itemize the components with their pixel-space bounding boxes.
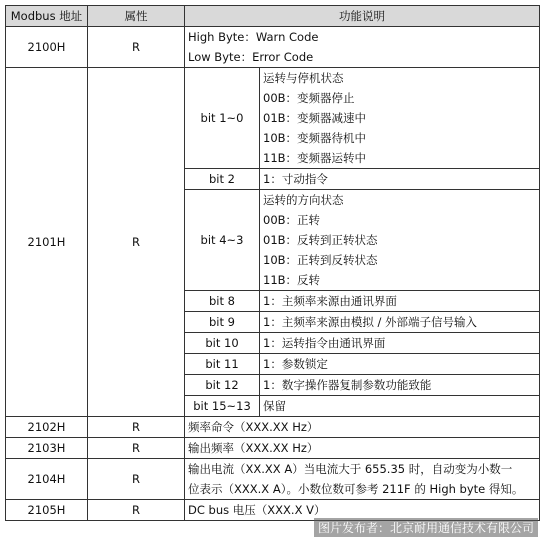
bit-description-cell: 1：主频率来源由模拟 / 外部端子信号输入 <box>260 312 540 333</box>
table-row <box>6 459 540 500</box>
description-line: Low Byte：Error Code <box>188 50 314 64</box>
header-modbus-address: Modbus 地址 <box>6 6 88 27</box>
description-line: 运转与停机状态 <box>263 71 344 85</box>
description-line: 运转的方向状态 <box>263 193 344 207</box>
bit-cell: bit 15~13 <box>185 396 260 417</box>
address-cell: 2102H <box>6 417 88 438</box>
bit-description-cell: 1：参数锁定 <box>260 354 540 375</box>
description-cell: DC bus 电压（XXX.X V） <box>185 500 540 521</box>
table-header-row <box>6 6 540 27</box>
bit-description-cell <box>260 68 540 169</box>
description-cell: 频率命令（XXX.XX Hz） <box>185 417 540 438</box>
table-row <box>6 68 540 169</box>
table-row <box>6 27 540 68</box>
description-line: 10B：正转到反转状态 <box>263 253 378 267</box>
description-cell <box>185 459 540 500</box>
bit-cell: bit 12 <box>185 375 260 396</box>
bit-description-cell <box>260 190 540 291</box>
table-row <box>6 438 540 459</box>
description-line: 00B：正转 <box>263 213 321 227</box>
table-row <box>6 417 540 438</box>
bit-cell: bit 8 <box>185 291 260 312</box>
attribute-cell: R <box>88 500 185 521</box>
description-line: 11B：变频器运转中 <box>263 151 367 165</box>
bit-cell: bit 2 <box>185 169 260 190</box>
attribute-cell: R <box>88 27 185 68</box>
header-attribute: 属性 <box>88 6 185 27</box>
attribute-cell: R <box>88 68 185 417</box>
description-line: 位表示（XXX.X A）。小数位数可参考 211F 的 High byte 得知。 <box>188 482 524 496</box>
bit-description-cell: 1：运转指令由通讯界面 <box>260 333 540 354</box>
address-cell: 2101H <box>6 68 88 417</box>
bit-cell: bit 4~3 <box>185 190 260 291</box>
description-line: 输出电流（XX.XX A）当电流大于 655.35 时，自动变为小数一 <box>188 462 513 476</box>
description-cell: 输出频率（XXX.XX Hz） <box>185 438 540 459</box>
bit-description-cell: 1：数字操作器复制参数功能致能 <box>260 375 540 396</box>
bit-cell: bit 1~0 <box>185 68 260 169</box>
address-cell: 2103H <box>6 438 88 459</box>
header-function-description: 功能说明 <box>185 6 540 27</box>
description-line: 01B：反转到正转状态 <box>263 233 378 247</box>
modbus-register-table <box>5 5 540 521</box>
description-line: 01B：变频器减速中 <box>263 111 367 125</box>
attribute-cell: R <box>88 417 185 438</box>
bit-description-cell: 1：主频率来源由通讯界面 <box>260 291 540 312</box>
bit-cell: bit 11 <box>185 354 260 375</box>
description-line: 11B：反转 <box>263 273 321 287</box>
bit-cell: bit 9 <box>185 312 260 333</box>
bit-description-cell: 1：寸动指令 <box>260 169 540 190</box>
address-cell: 2100H <box>6 27 88 68</box>
bit-cell: bit 10 <box>185 333 260 354</box>
attribute-cell: R <box>88 459 185 500</box>
attribute-cell: R <box>88 438 185 459</box>
address-cell: 2105H <box>6 500 88 521</box>
bit-description-cell: 保留 <box>260 396 540 417</box>
description-line: High Byte：Warn Code <box>188 30 319 44</box>
description-line: 00B：变频器停止 <box>263 91 355 105</box>
description-line: 10B：变频器待机中 <box>263 131 367 145</box>
publisher-watermark: 图片发布者：北京耐用通信技术有限公司 <box>314 518 538 537</box>
address-cell: 2104H <box>6 459 88 500</box>
description-cell <box>185 27 540 68</box>
